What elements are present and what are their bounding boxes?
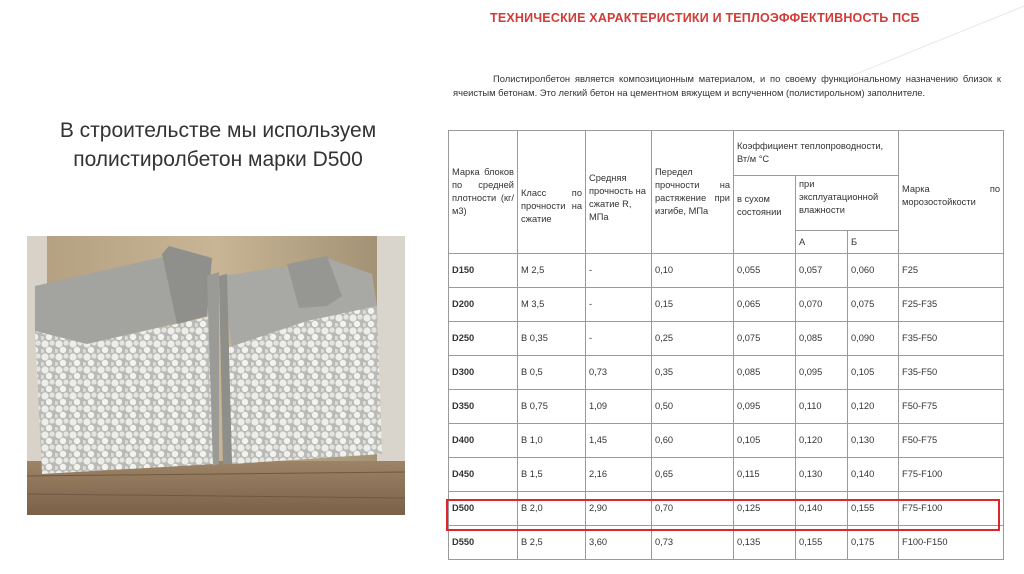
cell-class: В 0,75 — [518, 390, 586, 424]
cell-strength: - — [586, 254, 652, 288]
cell-strength: 0,73 — [586, 356, 652, 390]
cell-b: 0,105 — [848, 356, 899, 390]
spec-table — [448, 130, 1004, 560]
cell-class: В 2,0 — [518, 492, 586, 526]
cell-b: 0,120 — [848, 390, 899, 424]
slide-heading — [18, 116, 418, 174]
cell-grade: D450 — [449, 458, 518, 492]
cell-dry: 0,065 — [734, 288, 796, 322]
cell-b: 0,090 — [848, 322, 899, 356]
table-row — [449, 322, 1004, 356]
cell-tensile: 0,35 — [652, 356, 734, 390]
table-row-highlighted — [449, 492, 1004, 526]
cell-dry: 0,085 — [734, 356, 796, 390]
header-tensile: Передел прочности на растяжение при изгибе, МПа — [652, 131, 734, 254]
header-sub-a: А — [796, 231, 848, 254]
table-row — [449, 526, 1004, 560]
cell-grade: D500 — [449, 492, 518, 526]
table-row — [449, 288, 1004, 322]
cell-class: М 2,5 — [518, 254, 586, 288]
table-row — [449, 390, 1004, 424]
cell-frost: F25-F35 — [899, 288, 1004, 322]
header-grade: Марка блоков по средней плотности (кг/м3) — [449, 131, 518, 254]
cell-dry: 0,115 — [734, 458, 796, 492]
heading-line-1: В строительстве мы используем — [59, 119, 377, 142]
cell-strength: - — [586, 288, 652, 322]
cell-tensile: 0,60 — [652, 424, 734, 458]
cell-class: В 0,5 — [518, 356, 586, 390]
cell-tensile: 0,50 — [652, 390, 734, 424]
document-title: ТЕХНИЧЕСКИЕ ХАРАКТЕРИСТИКИ И ТЕПЛОЭФФЕКТИВНОСТЬ ПСБ — [490, 11, 920, 25]
cell-tensile: 0,15 — [652, 288, 734, 322]
cell-dry: 0,055 — [734, 254, 796, 288]
cell-b: 0,130 — [848, 424, 899, 458]
cell-dry: 0,125 — [734, 492, 796, 526]
cell-frost: F25 — [899, 254, 1004, 288]
cell-a: 0,130 — [796, 458, 848, 492]
table-row — [449, 356, 1004, 390]
cell-strength: 2,90 — [586, 492, 652, 526]
cell-grade: D550 — [449, 526, 518, 560]
table-row — [449, 254, 1004, 288]
cell-strength: 1,09 — [586, 390, 652, 424]
cell-grade: D250 — [449, 322, 518, 356]
cell-frost: F75-F100 — [899, 458, 1004, 492]
header-conductivity: Коэффициент теплопроводности, Вт/м °С — [734, 131, 899, 176]
table-row — [449, 424, 1004, 458]
cell-tensile: 0,25 — [652, 322, 734, 356]
header-frost: Марка по морозостойкости — [899, 131, 1004, 254]
cell-frost: F75-F100 — [899, 492, 1004, 526]
cell-b: 0,155 — [848, 492, 899, 526]
cell-strength: - — [586, 322, 652, 356]
cell-tensile: 0,10 — [652, 254, 734, 288]
cell-a: 0,140 — [796, 492, 848, 526]
header-dry: в сухом состоянии — [734, 176, 796, 254]
cell-a: 0,085 — [796, 322, 848, 356]
cell-frost: F50-F75 — [899, 390, 1004, 424]
header-strength: Средняя прочность на сжатие R, МПа — [586, 131, 652, 254]
cell-a: 0,070 — [796, 288, 848, 322]
header-class: Класс по прочности на сжатие — [518, 131, 586, 254]
cell-b: 0,140 — [848, 458, 899, 492]
cell-frost: F35-F50 — [899, 322, 1004, 356]
cell-b: 0,075 — [848, 288, 899, 322]
cell-tensile: 0,65 — [652, 458, 734, 492]
cell-a: 0,057 — [796, 254, 848, 288]
cell-dry: 0,135 — [734, 526, 796, 560]
cell-tensile: 0,70 — [652, 492, 734, 526]
concrete-blocks-photo — [27, 236, 405, 515]
cell-class: В 1,0 — [518, 424, 586, 458]
heading-line-2: полистиролбетон марки D500 — [73, 148, 363, 171]
header-sub-b: Б — [848, 231, 899, 254]
cell-a: 0,120 — [796, 424, 848, 458]
cell-frost: F35-F50 — [899, 356, 1004, 390]
cell-a: 0,155 — [796, 526, 848, 560]
cell-class: В 1,5 — [518, 458, 586, 492]
cell-b: 0,175 — [848, 526, 899, 560]
cell-strength: 3,60 — [586, 526, 652, 560]
cell-grade: D400 — [449, 424, 518, 458]
cell-grade: D200 — [449, 288, 518, 322]
cell-grade: D150 — [449, 254, 518, 288]
cell-dry: 0,075 — [734, 322, 796, 356]
cell-grade: D300 — [449, 356, 518, 390]
table-row — [449, 458, 1004, 492]
cell-class: М 3,5 — [518, 288, 586, 322]
cell-strength: 2,16 — [586, 458, 652, 492]
cell-frost: F50-F75 — [899, 424, 1004, 458]
cell-strength: 1,45 — [586, 424, 652, 458]
cell-dry: 0,095 — [734, 390, 796, 424]
cell-class: В 2,5 — [518, 526, 586, 560]
header-operational: при эксплуатационной влажности — [796, 176, 899, 231]
cell-frost: F100-F150 — [899, 526, 1004, 560]
cell-b: 0,060 — [848, 254, 899, 288]
cell-class: В 0,35 — [518, 322, 586, 356]
cell-a: 0,110 — [796, 390, 848, 424]
cell-tensile: 0,73 — [652, 526, 734, 560]
document-intro: Полистиролбетон является композиционным материалом, и по своему функциональному назначению близок к ячеистым бетонам. Это легкий бетон на цементном вяжущем и вспученном (полистирольном) заполнителе. — [453, 73, 1001, 98]
cell-dry: 0,105 — [734, 424, 796, 458]
cell-a: 0,095 — [796, 356, 848, 390]
cell-grade: D350 — [449, 390, 518, 424]
